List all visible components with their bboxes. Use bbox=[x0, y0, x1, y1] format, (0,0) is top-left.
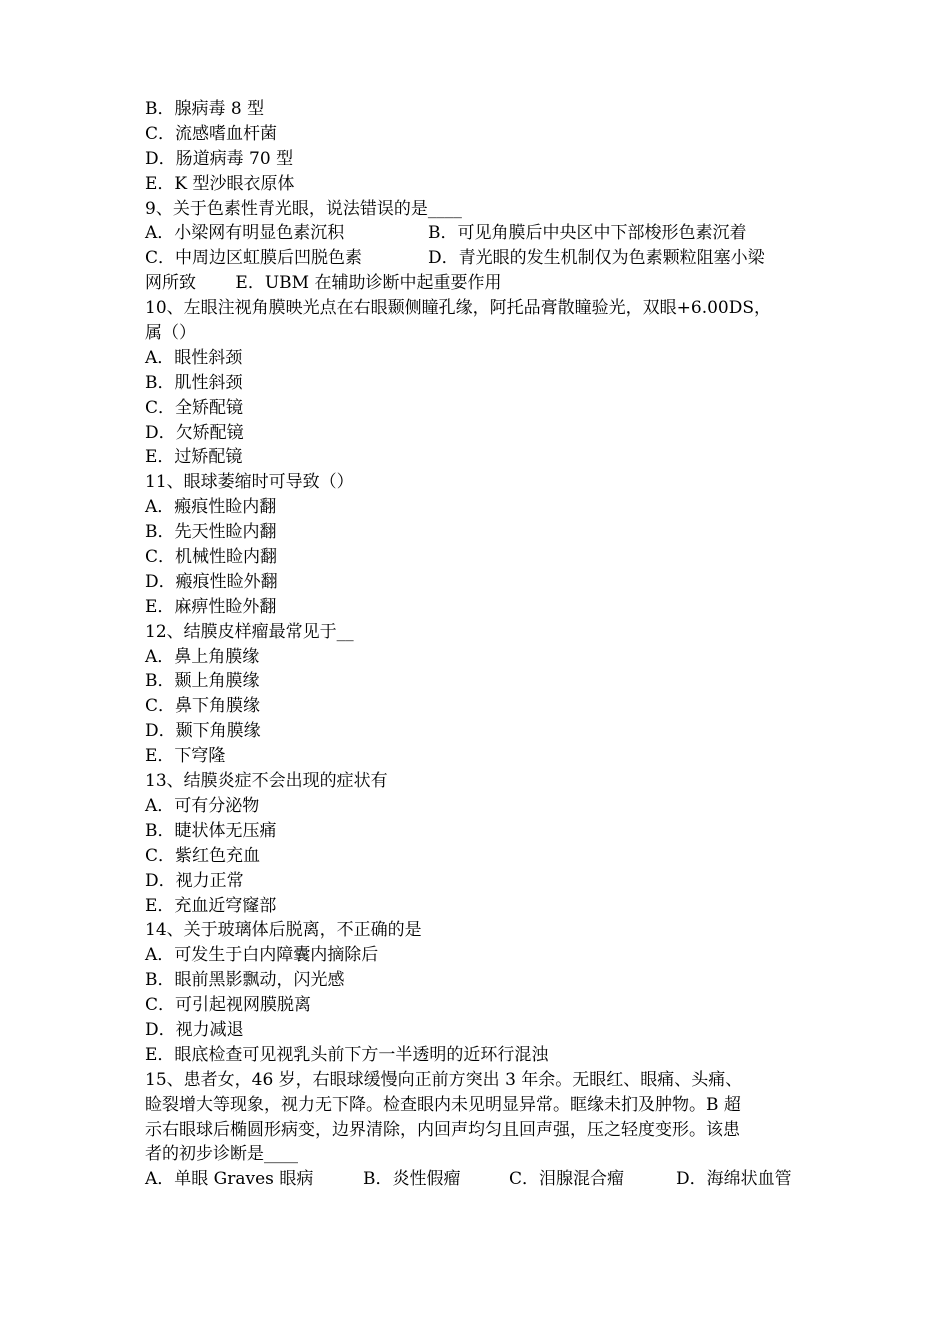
option-line: E．K 型沙眼衣原体 bbox=[145, 173, 295, 194]
option-row bbox=[145, 221, 810, 246]
option-a: A．瘢痕性睑内翻 bbox=[145, 497, 277, 518]
question-stem: 15、患者女，46 岁，右眼球缓慢向正前方突出 3 年余。无眼红、眼痛、头痛、 bbox=[145, 1069, 743, 1090]
option-d: D．颞下角膜缘 bbox=[145, 721, 261, 742]
option-a: A．小梁网有明显色素沉积 bbox=[145, 223, 345, 244]
option-e: E．下穹隆 bbox=[145, 746, 226, 767]
document-page bbox=[145, 97, 810, 1192]
option-d: D．视力减退 bbox=[145, 1019, 244, 1040]
option-a: A．可有分泌物 bbox=[145, 795, 260, 816]
option-d: D．瘢痕性睑外翻 bbox=[145, 571, 278, 592]
option-b: B．炎性假瘤 bbox=[363, 1169, 461, 1190]
question-stem: 10、左眼注视角膜映光点在右眼颞侧瞳孔缘，阿托品膏散瞳验光，双眼+6.00DS， bbox=[145, 298, 772, 319]
option-a: A．眼性斜颈 bbox=[145, 347, 243, 368]
option-d: D．视力正常 bbox=[145, 870, 244, 891]
option-c: C．可引起视网膜脱离 bbox=[145, 995, 312, 1016]
option-line: B．腺病毒 8 型 bbox=[145, 99, 265, 119]
question-stem-cont: 者的初步诊断是____ bbox=[145, 1144, 298, 1165]
option-c: C．泪腺混合瘤 bbox=[509, 1169, 625, 1190]
option-c: C．紫红色充血 bbox=[145, 845, 261, 866]
option-a: A．可发生于白内障囊内摘除后 bbox=[145, 945, 379, 966]
option-d: D．欠矫配镜 bbox=[145, 422, 244, 443]
option-line: D．肠道病毒 70 型 bbox=[145, 148, 294, 169]
question-stem: 11、眼球萎缩时可导致（） bbox=[145, 472, 354, 493]
option-d: D．青光眼的发生机制仅为色素颗粒阻塞小梁 bbox=[428, 248, 765, 269]
option-b: B．睫状体无压痛 bbox=[145, 820, 277, 841]
option-line: C．流感嗜血杆菌 bbox=[145, 123, 278, 144]
question-stem: 12、结膜皮样瘤最常见于__ bbox=[145, 621, 354, 642]
option-e: E．过矫配镜 bbox=[145, 447, 243, 468]
option-b: B．颞上角膜缘 bbox=[145, 671, 260, 692]
option-c: C．中周边区虹膜后凹脱色素 bbox=[145, 248, 363, 269]
question-stem: 14、关于玻璃体后脱离，不正确的是 bbox=[145, 920, 422, 941]
option-c: C．机械性睑内翻 bbox=[145, 547, 278, 568]
option-e: E．麻痹性睑外翻 bbox=[145, 596, 277, 617]
option-e: E．眼底检查可见视乳头前下方一半透明的近环行混浊 bbox=[145, 1044, 549, 1065]
option-continuation: 网所致 E．UBM 在辅助诊断中起重要作用 bbox=[145, 273, 502, 294]
option-b: B．肌性斜颈 bbox=[145, 372, 243, 393]
option-d: D．海绵状血管 bbox=[676, 1169, 792, 1190]
question-stem-cont: 示右眼球后椭圆形病变，边界清除，内回声均匀且回声强，压之轻度变形。该患 bbox=[145, 1119, 740, 1140]
option-c: C．鼻下角膜缘 bbox=[145, 696, 261, 717]
question-stem: 13、结膜炎症不会出现的症状有 bbox=[145, 771, 388, 792]
question-stem-cont: 睑裂增大等现象，视力无下降。检查眼内未见明显异常。眶缘未扪及肿物。B 超 bbox=[145, 1094, 741, 1115]
option-a: A．鼻上角膜缘 bbox=[145, 646, 260, 667]
option-b: B．眼前黑影飘动，闪光感 bbox=[145, 970, 345, 991]
option-c: C．全矫配镜 bbox=[145, 397, 244, 418]
question-stem-cont: 属（） bbox=[145, 323, 196, 344]
question-stem: 9、关于色素性青光眼，说法错误的是____ bbox=[145, 198, 462, 219]
option-b: B．先天性睑内翻 bbox=[145, 522, 277, 543]
option-b: B．可见角膜后中央区中下部梭形色素沉着 bbox=[428, 223, 747, 244]
option-e: E．充血近穹窿部 bbox=[145, 895, 277, 916]
option-row bbox=[145, 1167, 810, 1192]
option-a: A．单眼 Graves 眼病 bbox=[145, 1169, 314, 1190]
option-row bbox=[145, 246, 810, 271]
